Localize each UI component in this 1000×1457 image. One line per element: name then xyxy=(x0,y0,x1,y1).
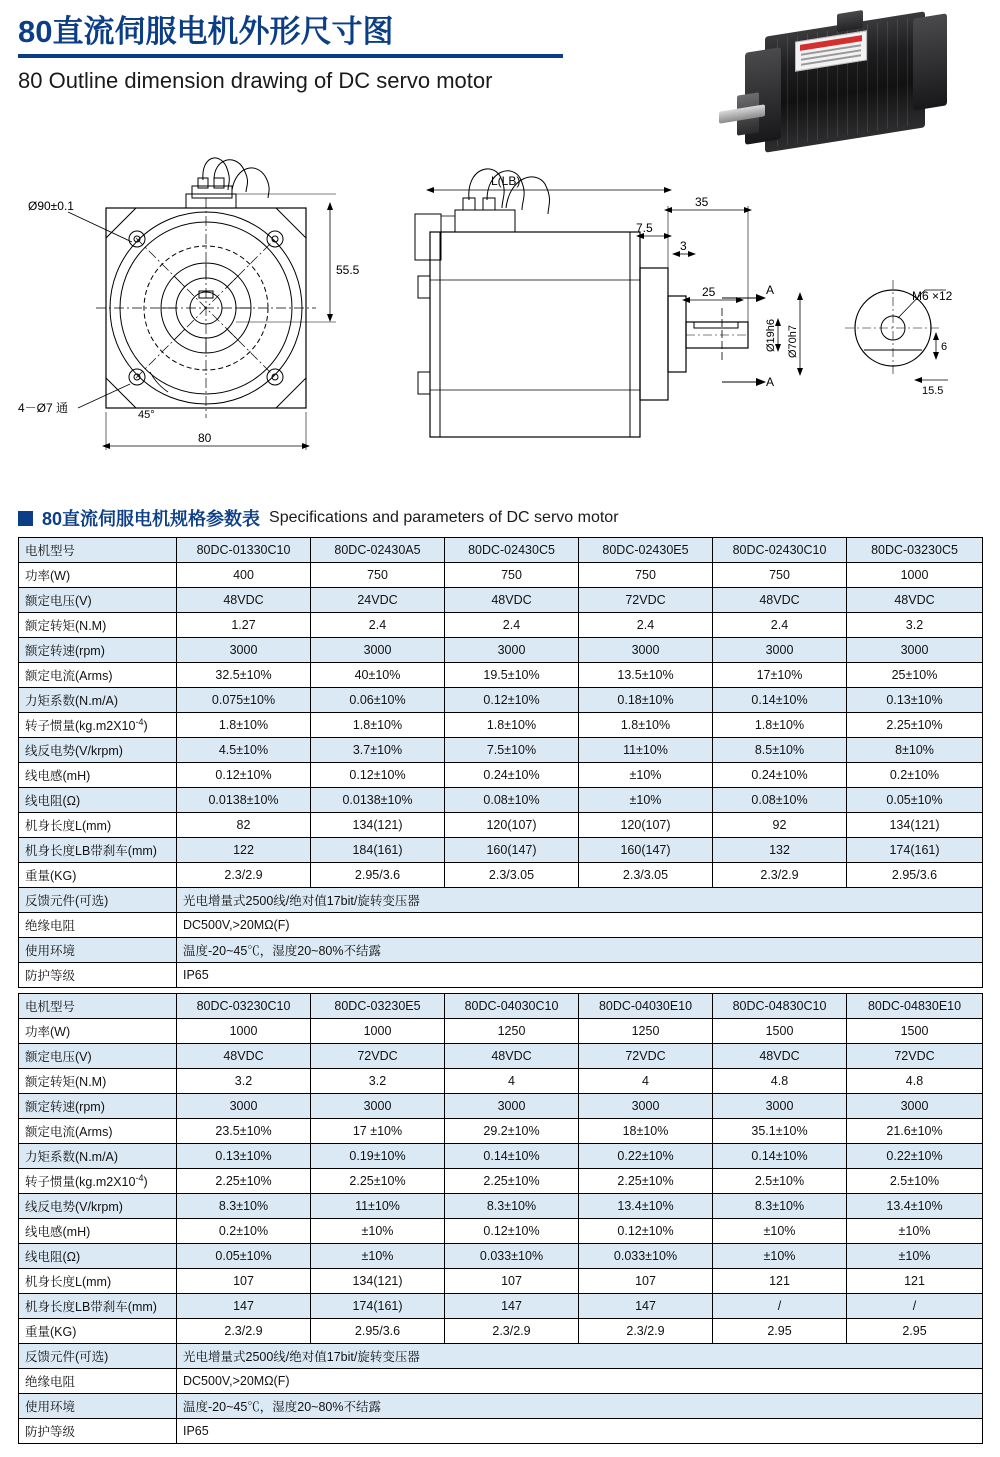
table-cell: 4.5±10% xyxy=(177,738,311,763)
table-cell: 0.24±10% xyxy=(713,763,847,788)
table-row xyxy=(19,1319,983,1344)
table-cell: 3000 xyxy=(579,638,713,663)
table-cell: 4.8 xyxy=(847,1069,983,1094)
table-cell: 8.3±10% xyxy=(177,1194,311,1219)
table-cell: 0.22±10% xyxy=(579,1144,713,1169)
dim-label-l-lb: L(LB) xyxy=(491,174,521,188)
table-cell: 121 xyxy=(713,1269,847,1294)
table-row xyxy=(19,813,983,838)
table-cell: 72VDC xyxy=(847,1044,983,1069)
table-cell: 3000 xyxy=(177,1094,311,1119)
dim-label-55-5: 55.5 xyxy=(336,263,360,277)
table-cell: 1.8±10% xyxy=(579,713,713,738)
table-cell: 3000 xyxy=(713,1094,847,1119)
row-label: 线反电势(V/krpm) xyxy=(19,1194,177,1219)
table-cell: 0.22±10% xyxy=(847,1144,983,1169)
row-label: 额定电压(V) xyxy=(19,588,177,613)
table-cell: 132 xyxy=(713,838,847,863)
row-label: 线电感(mH) xyxy=(19,1219,177,1244)
table-cell: 2.5±10% xyxy=(713,1169,847,1194)
table-cell: 1.27 xyxy=(177,613,311,638)
page-title-cn: 80直流伺服电机外形尺寸图 xyxy=(18,14,394,49)
table-cell: 0.14±10% xyxy=(713,688,847,713)
table-cell: 2.3/2.9 xyxy=(177,1319,311,1344)
dim-label-45deg: 45° xyxy=(138,409,155,421)
row-label: 防护等级 xyxy=(19,1419,177,1444)
table-cell: 2.4 xyxy=(713,613,847,638)
table-cell: 80DC-04830E10 xyxy=(847,994,983,1019)
table-cell: 48VDC xyxy=(445,588,579,613)
table-row xyxy=(19,1394,983,1419)
table-cell: 0.05±10% xyxy=(177,1244,311,1269)
table-row xyxy=(19,1244,983,1269)
table-cell: / xyxy=(713,1294,847,1319)
dim-label-dia90: Ø90±0.1 xyxy=(28,199,74,213)
table-row xyxy=(19,638,983,663)
table-cell: 0.033±10% xyxy=(579,1244,713,1269)
table-cell: 134(121) xyxy=(311,1269,445,1294)
table-cell: 0.14±10% xyxy=(713,1144,847,1169)
table-cell: 147 xyxy=(177,1294,311,1319)
table-cell: / xyxy=(847,1294,983,1319)
table-cell: 0.2±10% xyxy=(177,1219,311,1244)
table-cell: 48VDC xyxy=(177,1044,311,1069)
table-cell: 7.5±10% xyxy=(445,738,579,763)
table-row xyxy=(19,838,983,863)
table-cell: 121 xyxy=(847,1269,983,1294)
table-cell: 134(121) xyxy=(311,813,445,838)
table-cell: 1.8±10% xyxy=(177,713,311,738)
row-label: 额定转矩(N.M) xyxy=(19,1069,177,1094)
table-cell: 2.25±10% xyxy=(311,1169,445,1194)
table-cell: 0.12±10% xyxy=(445,688,579,713)
table-cell: 2.95/3.6 xyxy=(311,1319,445,1344)
table-row xyxy=(19,663,983,688)
table-cell: ±10% xyxy=(847,1219,983,1244)
table-cell: 3.2 xyxy=(177,1069,311,1094)
row-label: 线反电势(V/krpm) xyxy=(19,738,177,763)
table-cell: 2.95 xyxy=(713,1319,847,1344)
table-cell: 3000 xyxy=(847,1094,983,1119)
table-cell: 0.14±10% xyxy=(445,1144,579,1169)
table-row xyxy=(19,588,983,613)
table-cell: 80DC-04030C10 xyxy=(445,994,579,1019)
table-cell: 3000 xyxy=(579,1094,713,1119)
page-title-en: 80 Outline dimension drawing of DC servo motor xyxy=(18,67,493,93)
table-cell: IP65 xyxy=(177,963,983,988)
table-row xyxy=(19,1194,983,1219)
square-bullet-icon xyxy=(18,511,33,526)
table-cell: 8.5±10% xyxy=(713,738,847,763)
table-cell: 750 xyxy=(311,563,445,588)
table-cell: 4.8 xyxy=(713,1069,847,1094)
row-label: 电机型号 xyxy=(19,994,177,1019)
dim-label-3: 3 xyxy=(680,239,687,253)
section-label-a-top: A xyxy=(766,283,775,297)
table-cell: 0.0138±10% xyxy=(177,788,311,813)
table-cell: 8±10% xyxy=(847,738,983,763)
table-cell: ±10% xyxy=(579,763,713,788)
row-label: 反馈元件(可选) xyxy=(19,888,177,913)
dim-label-15-5: 15.5 xyxy=(922,385,944,397)
table-cell: 0.12±10% xyxy=(579,1219,713,1244)
table-cell: 72VDC xyxy=(311,1044,445,1069)
table-cell: ±10% xyxy=(713,1219,847,1244)
table-cell: 3000 xyxy=(847,638,983,663)
table-cell: 2.4 xyxy=(579,613,713,638)
table-cell: 0.0138±10% xyxy=(311,788,445,813)
table-row xyxy=(19,713,983,738)
table-row xyxy=(19,1419,983,1444)
table-row xyxy=(19,1044,983,1069)
table-cell: 134(121) xyxy=(847,813,983,838)
dim-label-35: 35 xyxy=(695,195,709,209)
table-cell: 400 xyxy=(177,563,311,588)
row-label: 防护等级 xyxy=(19,963,177,988)
row-label: 力矩系数(N.m/A) xyxy=(19,688,177,713)
table-cell: 8.3±10% xyxy=(445,1194,579,1219)
table-cell: 1.8±10% xyxy=(445,713,579,738)
table-cell: 2.3/2.9 xyxy=(579,1319,713,1344)
row-label: 使用环境 xyxy=(19,938,177,963)
table-cell: 0.12±10% xyxy=(445,1219,579,1244)
row-label: 额定电流(Arms) xyxy=(19,1119,177,1144)
table-cell: 72VDC xyxy=(579,1044,713,1069)
spec-section-heading xyxy=(18,505,978,531)
table-cell: 3000 xyxy=(311,1094,445,1119)
table-row xyxy=(19,1094,983,1119)
table-cell: 174(161) xyxy=(847,838,983,863)
table-cell: ±10% xyxy=(847,1244,983,1269)
row-label: 线电感(mH) xyxy=(19,763,177,788)
table-cell: 1000 xyxy=(847,563,983,588)
table-cell: 0.08±10% xyxy=(445,788,579,813)
table-cell: 21.6±10% xyxy=(847,1119,983,1144)
table-row xyxy=(19,1294,983,1319)
spec-table-1 xyxy=(18,537,983,988)
table-cell: 80DC-03230C5 xyxy=(847,538,983,563)
row-label: 机身长度L(mm) xyxy=(19,813,177,838)
row-label: 功率(W) xyxy=(19,1019,177,1044)
table-cell: 40±10% xyxy=(311,663,445,688)
table-cell: ±10% xyxy=(311,1219,445,1244)
table-cell: 0.19±10% xyxy=(311,1144,445,1169)
table-cell: ±10% xyxy=(579,788,713,813)
table-cell: 92 xyxy=(713,813,847,838)
table-row xyxy=(19,963,983,988)
table-cell: 80DC-04030E10 xyxy=(579,994,713,1019)
table-cell: 2.95 xyxy=(847,1319,983,1344)
table-cell: 72VDC xyxy=(579,588,713,613)
table-row xyxy=(19,888,983,913)
table-row xyxy=(19,1269,983,1294)
table-cell: 17 ±10% xyxy=(311,1119,445,1144)
table-cell: 2.3/3.05 xyxy=(579,863,713,888)
table-cell: 4 xyxy=(579,1069,713,1094)
table-row xyxy=(19,1019,983,1044)
table-cell: 0.08±10% xyxy=(713,788,847,813)
table-cell: 11±10% xyxy=(579,738,713,763)
row-label: 力矩系数(N.m/A) xyxy=(19,1144,177,1169)
table-cell: 3000 xyxy=(445,1094,579,1119)
table-cell: 光电增量式2500线/绝对值17bit/旋转变压器 xyxy=(177,1344,983,1369)
table-cell: 3.7±10% xyxy=(311,738,445,763)
table-cell: 160(147) xyxy=(579,838,713,863)
dim-label-dia70: Ø70h7 xyxy=(787,324,799,358)
table-cell: 750 xyxy=(579,563,713,588)
table-cell: 107 xyxy=(445,1269,579,1294)
row-label: 功率(W) xyxy=(19,563,177,588)
row-label: 额定转速(rpm) xyxy=(19,638,177,663)
row-label: 重量(KG) xyxy=(19,1319,177,1344)
table-cell: 0.05±10% xyxy=(847,788,983,813)
table-row xyxy=(19,1219,983,1244)
table-row xyxy=(19,1169,983,1194)
table-cell: 2.3/3.05 xyxy=(445,863,579,888)
table-row xyxy=(19,1069,983,1094)
row-label: 额定电压(V) xyxy=(19,1044,177,1069)
table-cell: 0.13±10% xyxy=(847,688,983,713)
table-cell: 35.1±10% xyxy=(713,1119,847,1144)
table-cell: 107 xyxy=(177,1269,311,1294)
table-cell: 2.25±10% xyxy=(177,1169,311,1194)
table-cell: 3.2 xyxy=(311,1069,445,1094)
drawing-svg xyxy=(0,150,1000,495)
table-cell: 120(107) xyxy=(445,813,579,838)
table-cell: 3000 xyxy=(713,638,847,663)
table-row xyxy=(19,563,983,588)
table-cell: 25±10% xyxy=(847,663,983,688)
table-cell: 2.25±10% xyxy=(445,1169,579,1194)
row-label: 额定电流(Arms) xyxy=(19,663,177,688)
table-row xyxy=(19,538,983,563)
dim-label-25: 25 xyxy=(702,285,716,299)
dim-label-6: 6 xyxy=(941,341,948,353)
row-label: 线电阻(Ω) xyxy=(19,788,177,813)
row-label: 电机型号 xyxy=(19,538,177,563)
table-row xyxy=(19,1144,983,1169)
table-row xyxy=(19,738,983,763)
table-cell: IP65 xyxy=(177,1419,983,1444)
table-cell: 2.25±10% xyxy=(847,713,983,738)
table-row xyxy=(19,863,983,888)
table-cell: 750 xyxy=(713,563,847,588)
table-cell: 2.4 xyxy=(445,613,579,638)
table-cell: 1000 xyxy=(311,1019,445,1044)
table-cell: 1.8±10% xyxy=(713,713,847,738)
table-cell: 32.5±10% xyxy=(177,663,311,688)
table-cell: DC500V,>20MΩ(F) xyxy=(177,913,983,938)
table-cell: 1000 xyxy=(177,1019,311,1044)
table-cell: 13.5±10% xyxy=(579,663,713,688)
row-label: 额定转速(rpm) xyxy=(19,1094,177,1119)
table-cell: 0.06±10% xyxy=(311,688,445,713)
row-label: 反馈元件(可选) xyxy=(19,1344,177,1369)
table-cell: 122 xyxy=(177,838,311,863)
table-cell: ±10% xyxy=(713,1244,847,1269)
table-row xyxy=(19,788,983,813)
motor-rear-flange xyxy=(913,13,947,110)
table-cell: 13.4±10% xyxy=(579,1194,713,1219)
spec-heading-en: Specifications and parameters of DC servo motor xyxy=(269,509,619,526)
table-cell: 1250 xyxy=(445,1019,579,1044)
table-cell: 174(161) xyxy=(311,1294,445,1319)
dim-label-holes: 4－Ø7 通 xyxy=(18,401,69,415)
table-cell: 48VDC xyxy=(713,588,847,613)
section-label-a-bottom: A xyxy=(766,375,775,389)
table-cell: 82 xyxy=(177,813,311,838)
table-cell: 80DC-03230E5 xyxy=(311,994,445,1019)
dim-label-thread: M6 ×12 xyxy=(912,289,953,303)
table-cell: 48VDC xyxy=(847,588,983,613)
table-cell: 2.3/2.9 xyxy=(445,1319,579,1344)
table-cell: 8.3±10% xyxy=(713,1194,847,1219)
dim-label-dia19: Ø19h6 xyxy=(765,318,777,352)
table-cell: 0.13±10% xyxy=(177,1144,311,1169)
table-cell: 2.3/2.9 xyxy=(177,863,311,888)
table-cell: 13.4±10% xyxy=(847,1194,983,1219)
table-cell: 0.2±10% xyxy=(847,763,983,788)
table-cell: ±10% xyxy=(311,1244,445,1269)
table-cell: 温度-20~45℃，湿度20~80%不结露 xyxy=(177,938,983,963)
table-cell: 80DC-02430C5 xyxy=(445,538,579,563)
row-label: 机身长度LB带刹车(mm) xyxy=(19,838,177,863)
table-cell: 107 xyxy=(579,1269,713,1294)
table-cell: 80DC-02430C10 xyxy=(713,538,847,563)
table-cell: 0.12±10% xyxy=(311,763,445,788)
row-label: 绝缘电阻 xyxy=(19,913,177,938)
table-row xyxy=(19,688,983,713)
table-cell: 1500 xyxy=(713,1019,847,1044)
table-cell: 80DC-04830C10 xyxy=(713,994,847,1019)
table-cell: 2.5±10% xyxy=(847,1169,983,1194)
table-row xyxy=(19,1119,983,1144)
table-cell: 17±10% xyxy=(713,663,847,688)
row-label: 转子惯量$(kg.m2X10^{-4})$ xyxy=(19,713,177,738)
table-cell: 3000 xyxy=(177,638,311,663)
spec-heading-cn: 80直流伺服电机规格参数表 xyxy=(42,509,261,529)
table-row xyxy=(19,913,983,938)
table-row xyxy=(19,994,983,1019)
table-cell: 80DC-02430E5 xyxy=(579,538,713,563)
table-cell: DC500V,>20MΩ(F) xyxy=(177,1369,983,1394)
spec-table-2 xyxy=(18,993,983,1444)
table-cell: 0.033±10% xyxy=(445,1244,579,1269)
table-cell: 温度-20~45℃，湿度20~80%不结露 xyxy=(177,1394,983,1419)
row-label: 机身长度L(mm) xyxy=(19,1269,177,1294)
row-label: 线电阻(Ω) xyxy=(19,1244,177,1269)
table-cell: 184(161) xyxy=(311,838,445,863)
table-row xyxy=(19,1344,983,1369)
table-cell: 18±10% xyxy=(579,1119,713,1144)
dimension-drawing xyxy=(0,150,1000,495)
table-cell: 0.12±10% xyxy=(177,763,311,788)
row-label: 绝缘电阻 xyxy=(19,1369,177,1394)
table-cell: 48VDC xyxy=(177,588,311,613)
row-label: 转子惯量$(kg.m2X10^{-4})$ xyxy=(19,1169,177,1194)
row-label: 机身长度LB带刹车(mm) xyxy=(19,1294,177,1319)
table-cell: 0.18±10% xyxy=(579,688,713,713)
table-cell: 2.25±10% xyxy=(579,1169,713,1194)
table-row xyxy=(19,613,983,638)
dim-label-80: 80 xyxy=(198,431,212,445)
table-cell: 3000 xyxy=(311,638,445,663)
table-cell: 2.3/2.9 xyxy=(713,863,847,888)
table-cell: 147 xyxy=(579,1294,713,1319)
table-row xyxy=(19,938,983,963)
table-cell: 3000 xyxy=(445,638,579,663)
table-cell: 80DC-03230C10 xyxy=(177,994,311,1019)
dim-label-7-5: 7.5 xyxy=(636,221,653,235)
table-cell: 1250 xyxy=(579,1019,713,1044)
row-label: 使用环境 xyxy=(19,1394,177,1419)
table-cell: 80DC-02430A5 xyxy=(311,538,445,563)
row-label: 重量(KG) xyxy=(19,863,177,888)
table-cell: 0.075±10% xyxy=(177,688,311,713)
table-row xyxy=(19,1369,983,1394)
table-cell: 24VDC xyxy=(311,588,445,613)
table-cell: 23.5±10% xyxy=(177,1119,311,1144)
table-cell: 4 xyxy=(445,1069,579,1094)
row-label: 额定转矩(N.M) xyxy=(19,613,177,638)
table-cell: 48VDC xyxy=(445,1044,579,1069)
table-cell: 120(107) xyxy=(579,813,713,838)
table-cell: 29.2±10% xyxy=(445,1119,579,1144)
table-cell: 750 xyxy=(445,563,579,588)
table-row xyxy=(19,763,983,788)
table-cell: 80DC-01330C10 xyxy=(177,538,311,563)
table-cell: 2.95/3.6 xyxy=(311,863,445,888)
table-cell: 160(147) xyxy=(445,838,579,863)
title-underline xyxy=(18,54,563,58)
table-cell: 19.5±10% xyxy=(445,663,579,688)
table-cell: 1.8±10% xyxy=(311,713,445,738)
table-cell: 0.24±10% xyxy=(445,763,579,788)
table-cell: 3.2 xyxy=(847,613,983,638)
table-cell: 2.4 xyxy=(311,613,445,638)
table-cell: 1500 xyxy=(847,1019,983,1044)
table-cell: 147 xyxy=(445,1294,579,1319)
table-cell: 48VDC xyxy=(713,1044,847,1069)
table-cell: 光电增量式2500线/绝对值17bit/旋转变压器 xyxy=(177,888,983,913)
table-cell: 2.95/3.6 xyxy=(847,863,983,888)
table-cell: 11±10% xyxy=(311,1194,445,1219)
